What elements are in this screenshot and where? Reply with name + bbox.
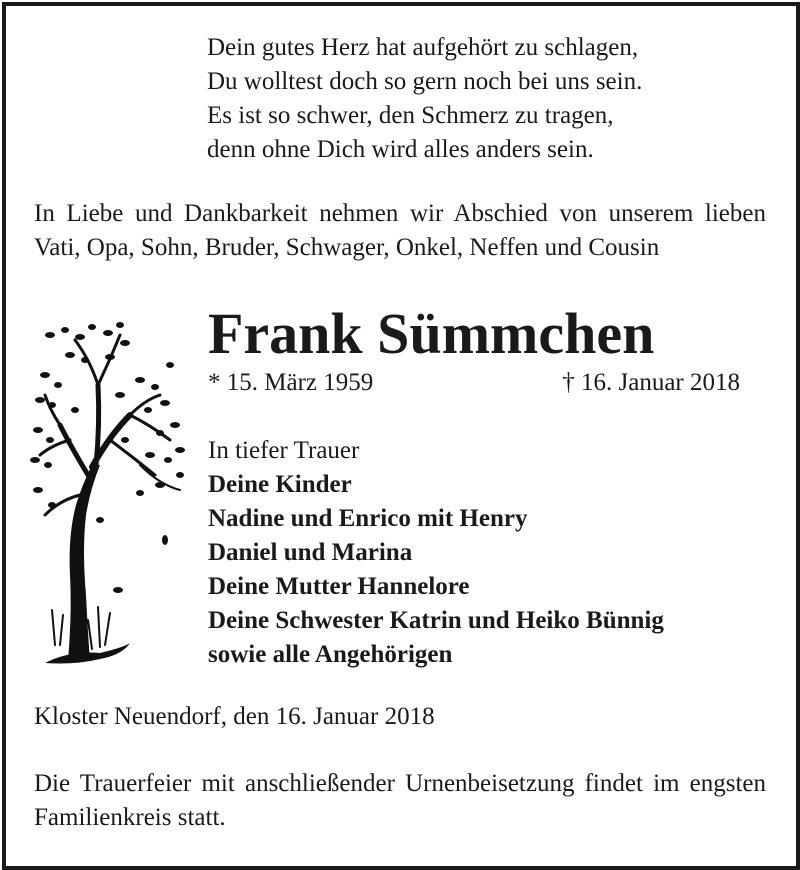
poem [207,31,642,167]
poem-line: denn ohne Dich wird alles anders sein. [207,136,594,163]
intro-text: In Liebe und Dankbarkeit nehmen wir Abschied von unserem lieben Vati, Opa, Sohn, Bruder, Schwager, Onkel, Neffen und Cousin [34,200,766,261]
poem-line: Du wolltest doch so gern noch bei uns sein. [207,68,643,95]
mourner-line: sowie alle Angehörigen [208,641,453,668]
mourner-line: Daniel und Marina [208,539,413,566]
mourner-line: Deine Schwester Katrin und Heiko Bünnig [208,607,664,634]
mourner-line: Deine Kinder [208,471,352,498]
death-date: † 16. Januar 2018 [562,369,740,396]
poem-line: Es ist so schwer, den Schmerz zu tragen, [207,102,614,129]
tree-illustration-icon [30,315,190,670]
mourner-line: Nadine und Enrico mit Henry [208,505,528,532]
mourner-line: Deine Mutter Hannelore [208,573,470,600]
mourning-intro: In tiefer Trauer [208,437,360,464]
place-date: Kloster Neuendorf, den 16. Januar 2018 [34,703,435,730]
service-note: Die Trauerfeier mit anschließender Urnenbeisetzung findet im engsten Familienkreis statt. [34,770,766,831]
poem-line: Dein gutes Herz hat aufgehört zu schlagen, [207,34,639,61]
birth-date: * 15. März 1959 [208,369,374,396]
deceased-name: Frank Sümmchen [208,301,655,366]
mourners-block [208,434,664,672]
